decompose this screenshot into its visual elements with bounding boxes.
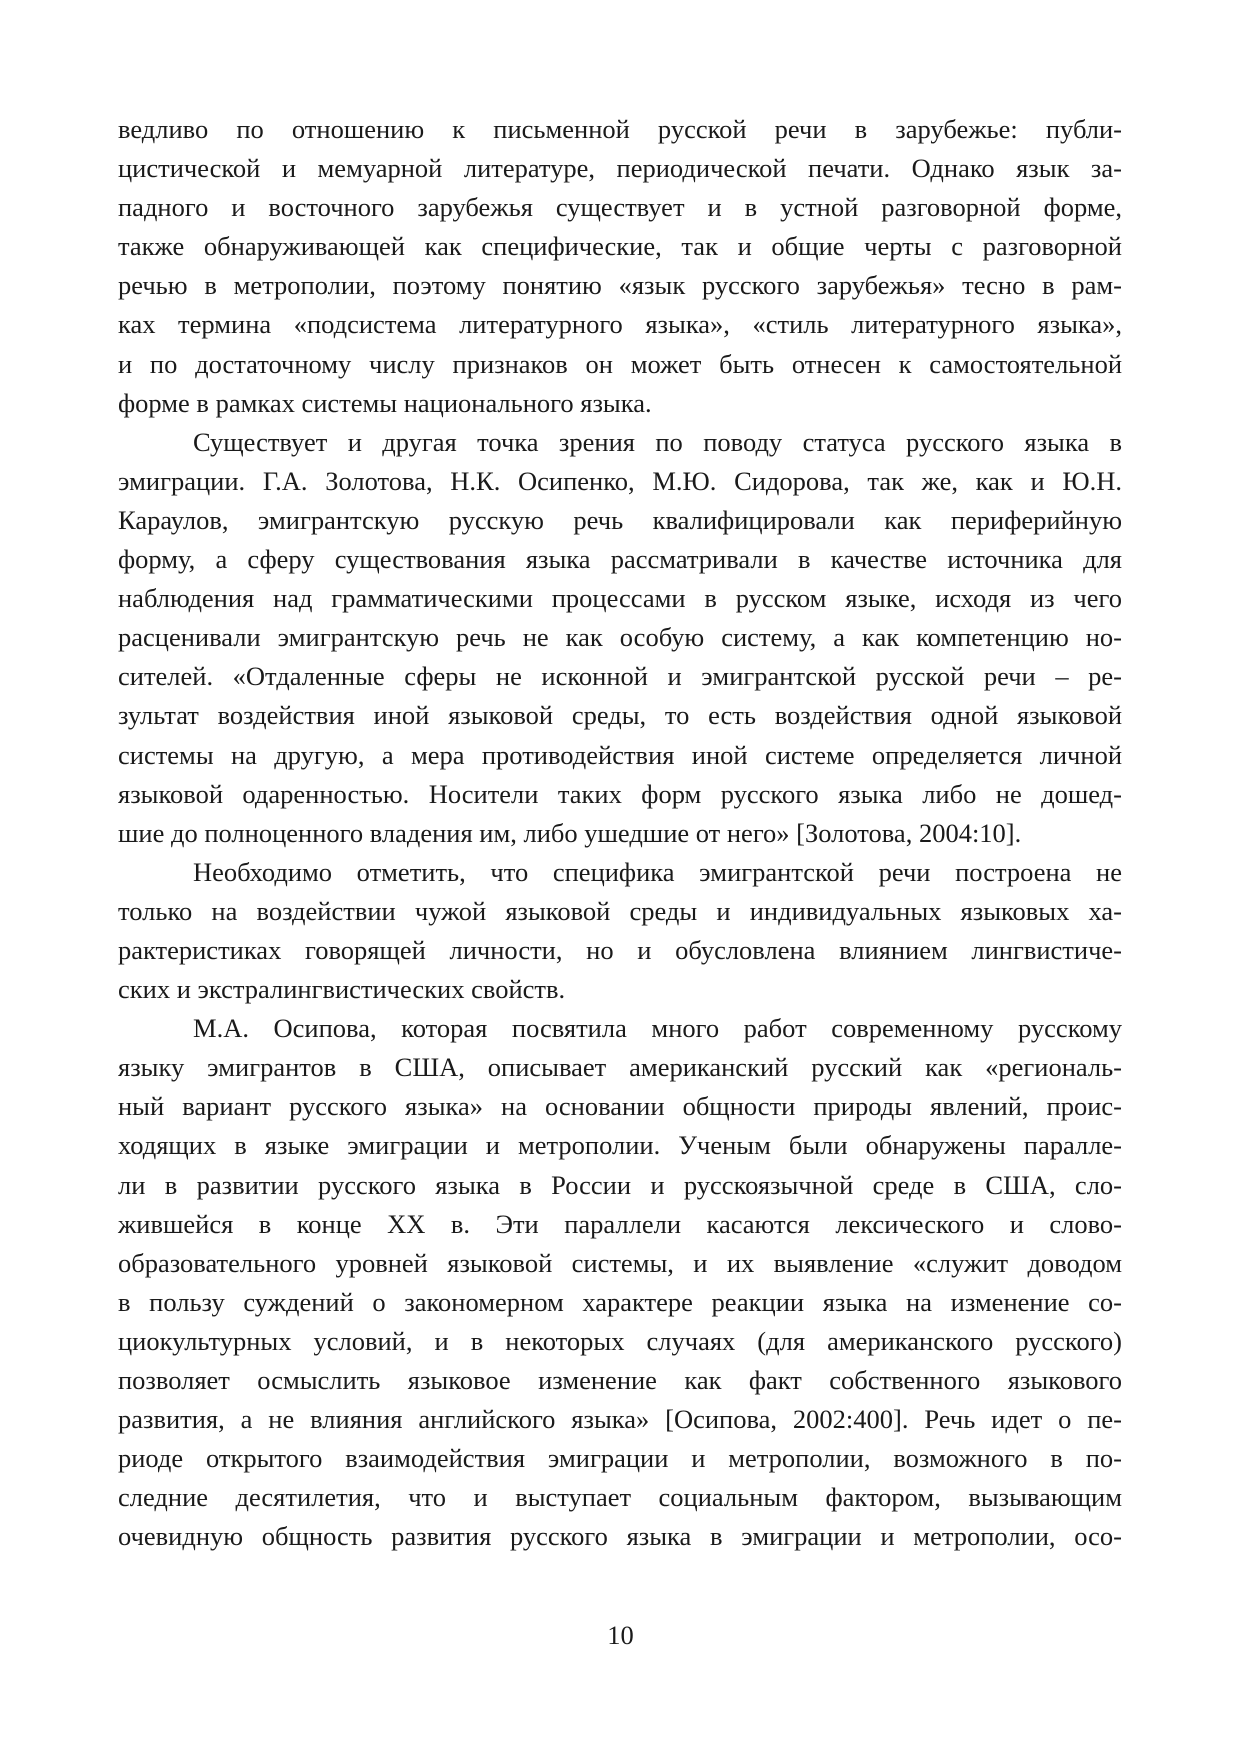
- text-line: форме в рамках системы национального языка.: [118, 387, 652, 418]
- text-line: очевидную общность развития русского языка в эмиграции и метрополии, осо-: [118, 1521, 1122, 1552]
- text-line: ках термина «подсистема литературного языка», «стиль литературного языка»,: [118, 309, 1122, 340]
- text-line: следние десятилетия, что и выступает социальным фактором, вызывающим: [118, 1482, 1122, 1513]
- text-line: рактеристиках говорящей личности, но и обусловлена влиянием лингвистиче-: [118, 934, 1122, 965]
- paragraph-4: [118, 1009, 1122, 1556]
- text-line: также обнаруживающей как специфические, так и общие черты с разговорной: [118, 231, 1122, 262]
- text-line: образовательного уровней языковой системы, и их выявление «служит доводом: [118, 1247, 1122, 1278]
- text-line: ских и экстралингвистических свойств.: [118, 974, 566, 1005]
- text-line: развития, а не влияния английского языка» [Осипова, 2002:400]. Речь идет о пе-: [118, 1404, 1122, 1435]
- text-line: расценивали эмигрантскую речь не как особую систему, а как компетенцию но-: [118, 622, 1122, 653]
- paragraph-2: [118, 423, 1122, 853]
- text-line: падного и восточного зарубежья существует и в устной разговорной форме,: [118, 192, 1122, 223]
- text-line: позволяет осмыслить языковое изменение как факт собственного языкового: [118, 1365, 1122, 1395]
- text-line: цистической и мемуарной литературе, периодической печати. Однако язык за-: [118, 153, 1122, 184]
- text-line: языку эмигрантов в США, описывает американский русский как «региональ-: [118, 1052, 1122, 1083]
- text-line: циокультурных условий, и в некоторых случаях (для американского русского): [118, 1325, 1122, 1356]
- text-line: жившейся в конце XX в. Эти параллели касаются лексического и слово-: [118, 1208, 1122, 1239]
- text-line: сителей. «Отдаленные сферы не исконной и эмигрантской русской речи – ре-: [118, 661, 1122, 692]
- text-line: форму, а сферу существования языка рассматривали в качестве источника для: [118, 544, 1122, 575]
- text-line: и по достаточному числу признаков он может быть отнесен к самостоятельной: [118, 348, 1122, 379]
- text-line: Караулов, эмигрантскую русскую речь квалифицировали как периферийную: [118, 504, 1122, 535]
- text-line: ведливо по отношению к письменной русской речи в зарубежье: публи-: [118, 114, 1122, 144]
- text-line: риоде открытого взаимодействия эмиграции и метрополии, возможного в по-: [118, 1443, 1122, 1474]
- text-line: в пользу суждений о закономерном характере реакции языка на изменение со-: [118, 1286, 1122, 1317]
- paragraph-1: [118, 110, 1122, 423]
- text-line: речью в метрополии, поэтому понятию «язык русского зарубежья» тесно в рам-: [118, 270, 1122, 301]
- text-line: эмиграции. Г.А. Золотова, Н.К. Осипенко, М.Ю. Сидорова, так же, как и Ю.Н.: [118, 465, 1122, 496]
- text-line: Необходимо отметить, что специфика эмигрантской речи построена не: [193, 856, 1122, 887]
- text-line: ходящих в языке эмиграции и метрополии. Ученым были обнаружены паралле-: [118, 1130, 1122, 1161]
- text-line: Существует и другая точка зрения по поводу статуса русского языка в: [193, 426, 1122, 457]
- text-line: зультат воздействия иной языковой среды, то есть воздействия одной языковой: [118, 700, 1122, 731]
- text-line: М.А. Осипова, которая посвятила много работ современному русскому: [193, 1013, 1122, 1044]
- text-line: шие до полноценного владения им, либо ушедшие от него» [Золотова, 2004:10].: [118, 817, 1022, 848]
- text-line: языковой одаренностью. Носители таких форм русского языка либо не дошед-: [118, 778, 1122, 809]
- text-line: наблюдения над грамматическими процессами в русском языке, исходя из чего: [118, 583, 1122, 614]
- text-line: только на воздействии чужой языковой среды и индивидуальных языковых ха-: [118, 895, 1122, 926]
- paragraph-3: [118, 853, 1122, 1009]
- page-body: [118, 110, 1122, 1556]
- page-number: 10: [607, 1620, 634, 1650]
- text-line: ли в развитии русского языка в России и русскоязычной среде в США, сло-: [118, 1169, 1122, 1200]
- text-line: ный вариант русского языка» на основании общности природы явлений, проис-: [118, 1091, 1122, 1122]
- text-line: системы на другую, а мера противодействия иной системе определяется личной: [118, 739, 1122, 770]
